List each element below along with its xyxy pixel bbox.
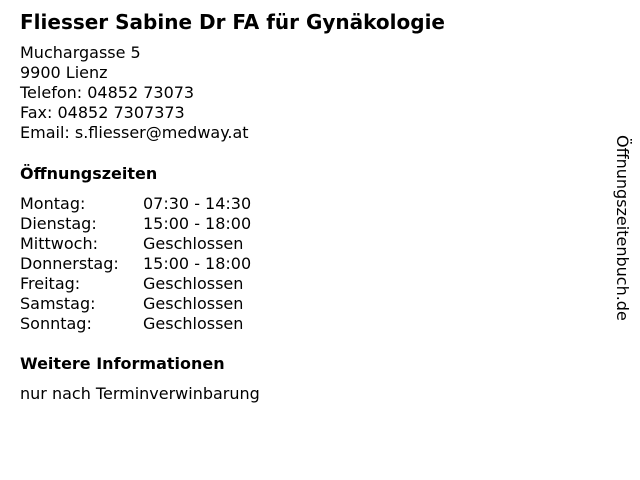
day-label: Montag: bbox=[20, 194, 86, 213]
city-address: 9900 Lienz bbox=[20, 63, 108, 82]
hours-row-thursday bbox=[20, 254, 251, 274]
day-label: Mittwoch: bbox=[20, 234, 98, 253]
time-value: 07:30 - 14:30 bbox=[143, 194, 252, 213]
site-watermark: Öffnungszeitenbuch.de bbox=[613, 135, 632, 321]
fax-number: Fax: 04852 7307373 bbox=[20, 103, 185, 122]
day-label: Samstag: bbox=[20, 294, 96, 313]
hours-row-friday bbox=[20, 274, 251, 294]
opening-hours-heading: Öffnungszeiten bbox=[20, 164, 158, 183]
phone-number: Telefon: 04852 73073 bbox=[20, 83, 195, 102]
day-label: Dienstag: bbox=[20, 214, 97, 233]
time-value: 15:00 - 18:00 bbox=[143, 214, 252, 233]
time-value: Geschlossen bbox=[143, 314, 244, 333]
email-address: Email: s.fliesser@medway.at bbox=[20, 123, 249, 142]
hours-row-tuesday bbox=[20, 214, 251, 234]
more-info-heading: Weitere Informationen bbox=[20, 354, 225, 373]
day-label: Donnerstag: bbox=[20, 254, 119, 273]
more-info-text: nur nach Terminverwinbarung bbox=[20, 384, 260, 403]
opening-hours-table bbox=[20, 194, 251, 334]
hours-row-monday bbox=[20, 194, 251, 214]
street-address: Muchargasse 5 bbox=[20, 43, 141, 62]
time-value: Geschlossen bbox=[143, 294, 244, 313]
business-title: Fliesser Sabine Dr FA für Gynäkologie bbox=[20, 10, 445, 34]
hours-row-sunday bbox=[20, 314, 251, 334]
hours-row-wednesday bbox=[20, 234, 251, 254]
contact-block bbox=[20, 43, 249, 143]
day-label: Sonntag: bbox=[20, 314, 92, 333]
time-value: Geschlossen bbox=[143, 274, 244, 293]
day-label: Freitag: bbox=[20, 274, 81, 293]
time-value: 15:00 - 18:00 bbox=[143, 254, 252, 273]
hours-row-saturday bbox=[20, 294, 251, 314]
time-value: Geschlossen bbox=[143, 234, 244, 253]
